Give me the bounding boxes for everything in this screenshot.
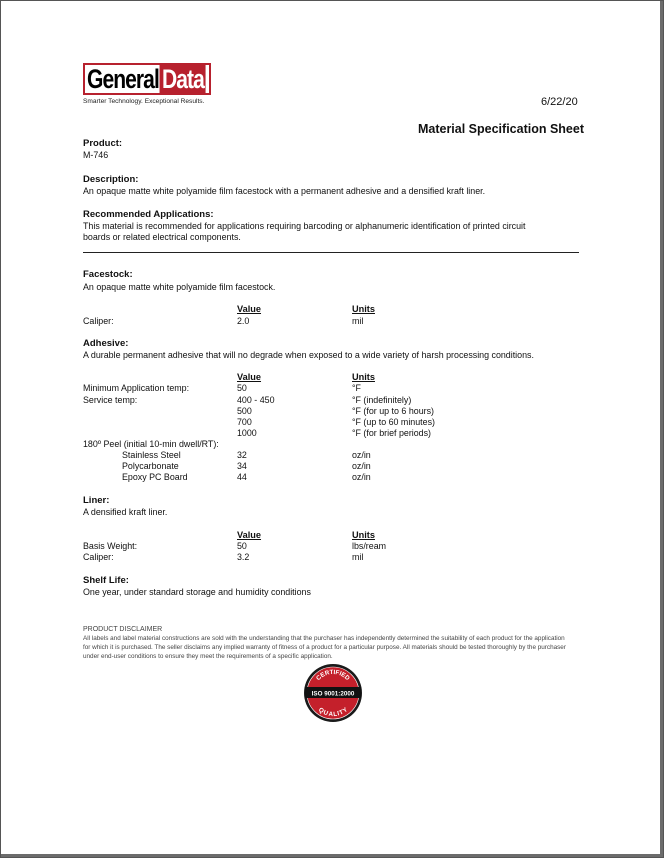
tagline: Smarter Technology. Exceptional Results. [83,98,205,105]
adhesive-row-units: oz/in [352,450,371,460]
liner-row-units: lbs/ream [352,541,387,551]
facestock-units-header: Units [352,304,375,314]
liner-heading: Liner: [83,495,110,506]
liner-row-value: 50 [237,541,247,551]
applications-heading: Recommended Applications: [83,209,214,220]
liner-row-label: Caliper: [83,552,114,562]
adhesive-row-value: 32 [237,450,247,460]
description-heading: Description: [83,174,139,185]
adhesive-value-header: Value [237,372,262,382]
iso-certified-seal-icon [303,663,363,723]
adhesive-row-units: oz/in [352,472,371,482]
liner-value-header: Value [237,530,262,540]
liner-row-units: mil [352,552,364,562]
adhesive-row-units: oz/in [352,461,371,471]
description-text: An opaque matte white polyamide film facestock with a permanent adhesive and a densified kraft liner. [83,186,486,196]
liner-text: A densified kraft liner. [83,507,168,517]
facestock-heading: Facestock: [83,269,133,280]
adhesive-row-value: 44 [237,472,247,482]
adhesive-row-label: Service temp: [83,395,138,405]
facestock-row-units: mil [352,316,364,326]
shelf-life-text: One year, under standard storage and humidity conditions [83,587,311,597]
adhesive-row-value: 34 [237,461,247,471]
adhesive-row-units: °F (up to 60 minutes) [352,417,435,427]
sheet-title: Material Specification Sheet [417,122,584,136]
liner-row-value: 3.2 [237,552,250,562]
liner-row-label: Basis Weight: [83,541,138,551]
logo-general: General [87,64,159,94]
adhesive-row-value: 50 [237,383,247,393]
document-date: 6/22/20 [541,96,578,108]
adhesive-peel-label: 180º Peel (initial 10-min dwell/RT): [83,439,219,449]
adhesive-row-value: 500 [237,406,252,416]
adhesive-row-label: Polycarbonate [122,461,179,471]
adhesive-text: A durable permanent adhesive that will no degrade when exposed to a wide variety of harsh processing conditions. [83,350,534,360]
adhesive-row-value: 700 [237,417,252,427]
seal-top-text: CERTIFIED [315,668,351,683]
adhesive-row-label: Minimum Application temp: [83,383,190,393]
adhesive-row-units: °F (indefinitely) [352,395,412,405]
section-divider [83,252,579,253]
facestock-row-value: 2.0 [237,316,250,326]
product-heading: Product: [83,138,123,149]
seal-bottom-text: QUALITY [317,706,350,719]
product-value: M-746 [83,150,109,160]
company-logo [87,64,205,94]
adhesive-row-units: °F (for brief periods) [352,428,432,438]
adhesive-units-header: Units [352,372,375,382]
adhesive-heading: Adhesive: [83,338,129,349]
adhesive-row-units: °F (for up to 6 hours) [352,406,434,416]
disclaimer-title: PRODUCT DISCLAIMER [83,626,163,633]
facestock-row-label: Caliper: [83,316,114,326]
facestock-text: An opaque matte white polyamide film facestock. [83,282,276,292]
facestock-value-header: Value [237,304,262,314]
adhesive-row-label: Epoxy PC Board [122,472,188,482]
applications-text-line1: This material is recommended for applications requiring barcoding or alphanumeric identification of printed circuit [83,221,526,231]
applications-text-line2: boards or related electrical components. [83,232,241,242]
adhesive-row-value: 400 - 450 [237,395,275,405]
liner-units-header: Units [352,530,375,540]
seal-center-text: ISO 9001:2000 [311,690,355,698]
adhesive-row-label: Stainless Steel [122,450,181,460]
adhesive-row-value: 1000 [237,428,257,438]
shelf-life-heading: Shelf Life: [83,575,129,586]
adhesive-row-units: °F [352,383,361,393]
disclaimer-body: All labels and label material constructions are sold with the understanding that the purchaser has independently determined the suitability of each product for the application for which it is purchased. The seller disclaims any implied warranty of fitness of a product for a particular purpose. All materials should be tested thoroughly by the purchaser under end-user conditions to ensure they meet the requirements of a specific application. [83,635,566,660]
logo-data: Data [160,64,206,94]
